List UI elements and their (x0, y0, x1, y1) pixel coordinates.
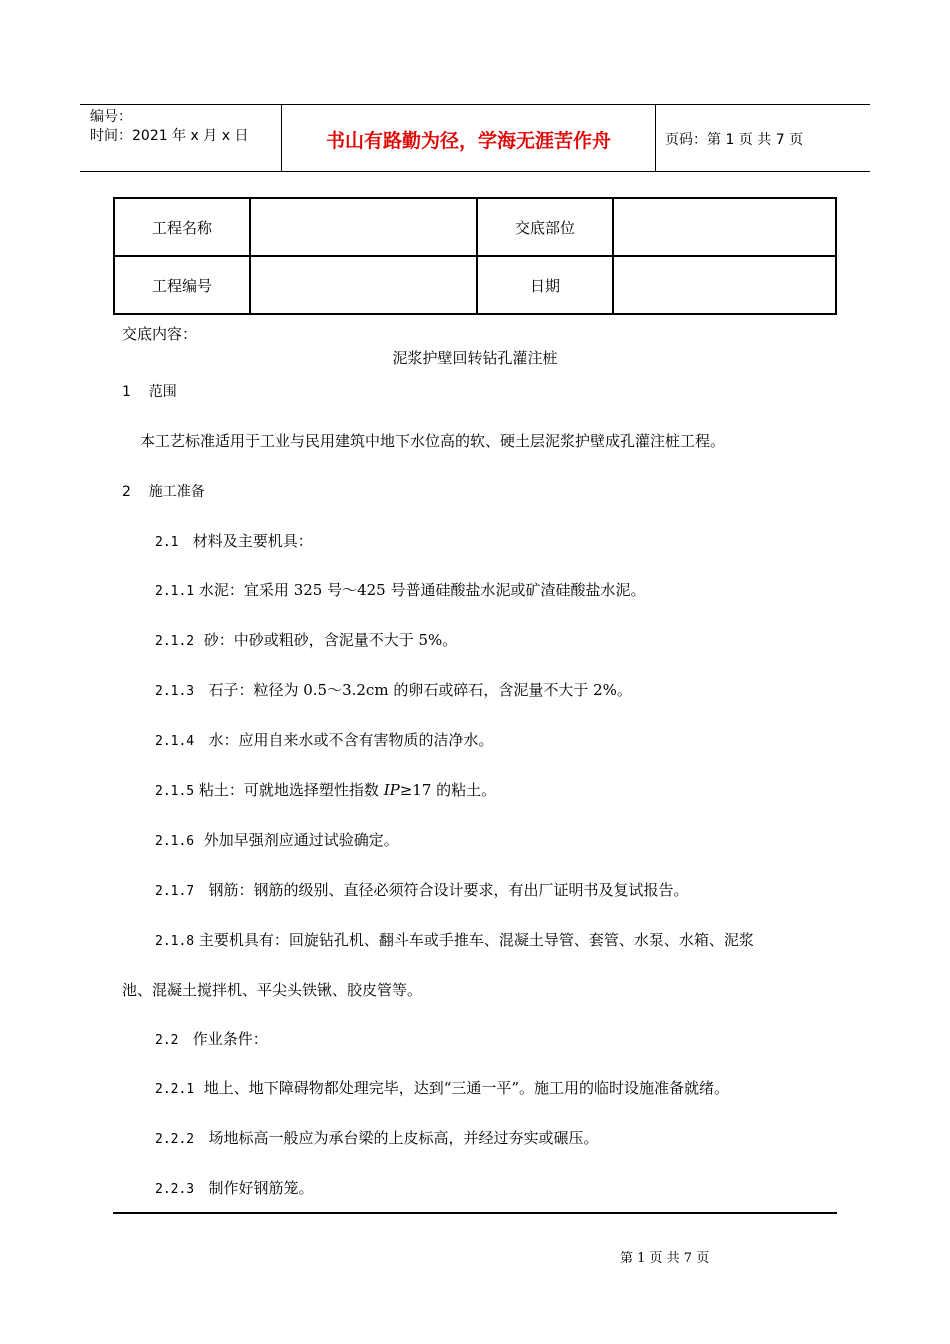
info-row-2 (114, 256, 836, 314)
header-time: 时间：2021 年 x 月 x 日 (90, 128, 249, 144)
item-text: 场地标高一般应为承台梁的上皮标高，并经过夯实或碾压。 (208, 1129, 599, 1147)
project-no-value (250, 256, 477, 314)
item-text: ≥17 的粘土。 (399, 781, 497, 799)
header-bottom-rule (80, 171, 870, 172)
header-divider-2 (655, 104, 656, 172)
item-number: 2.1 (155, 535, 179, 550)
item-text: 作业条件： (192, 1030, 268, 1048)
date-label: 日期 (477, 256, 613, 314)
item-text: 外加早强剂应通过试验确定。 (203, 831, 399, 849)
item-number: 2.1.7 (155, 884, 195, 899)
item-2-2 (155, 1028, 268, 1049)
item-number: 2.2.1 (155, 1082, 195, 1097)
item-text-italic: IP (383, 781, 400, 799)
item-2-2-1 (155, 1077, 729, 1098)
project-no-label: 工程编号 (114, 256, 250, 314)
item-number: 2.1.6 (155, 834, 195, 849)
item-number: 2.2.2 (155, 1132, 195, 1147)
item-2-1-8-continued: 池、混凝土搅拌机、平尖头铁锹、胶皮管等。 (122, 981, 423, 999)
item-text: 地上、地下障碍物都处理完毕，达到“三通一平”。施工用的临时设施准备就绪。 (203, 1079, 730, 1097)
footer-page-number: 第 1 页 共 7 页 (620, 1251, 710, 1266)
item-2-1-7 (155, 879, 688, 900)
location-label: 交底部位 (477, 198, 613, 256)
header-page-number: 页码：第 1 页 共 7 页 (665, 132, 804, 148)
content-label: 交底内容： (122, 325, 198, 343)
info-table (113, 197, 837, 315)
item-2-1-5 (155, 779, 496, 800)
item-2-2-3 (155, 1177, 313, 1198)
item-number: 2.1.1 (155, 584, 195, 599)
item-2-1 (155, 530, 313, 551)
header-motto: 书山有路勤为径，学海无涯苦作舟 (325, 130, 611, 152)
item-text: 石子：粒径为 0.5～3.2cm 的卵石或碎石，含泥量不大于 2%。 (208, 681, 632, 699)
item-number: 2.2 (155, 1033, 179, 1048)
item-number: 2.1.5 (155, 784, 195, 799)
item-2-1-4 (155, 729, 493, 750)
paragraph: 本工艺标准适用于工业与民用建筑中地下水位高的软、硬土层泥浆护壁成孔灌注桩工程。 (140, 432, 726, 450)
item-text: 制作好钢筋笼。 (208, 1179, 314, 1197)
item-2-2-2 (155, 1127, 598, 1148)
item-number: 2.1.4 (155, 734, 195, 749)
item-text: 钢筋：钢筋的级别、直径必须符合设计要求，有出厂证明书及复试报告。 (208, 881, 689, 899)
header-top-rule (80, 104, 870, 105)
doc-title: 泥浆护壁回转钻孔灌注桩 (392, 349, 558, 367)
date-value (613, 256, 836, 314)
section-title: 范围 (148, 384, 177, 400)
item-text: 粘土：可就地选择塑性指数 (198, 781, 384, 799)
project-name-label: 工程名称 (114, 198, 250, 256)
location-value (613, 198, 836, 256)
item-2-1-8 (155, 929, 754, 950)
item-text: 水泥：宜采用 325 号～425 号普通硅酸盐水泥或矿渣硅酸盐水泥。 (198, 581, 646, 599)
item-number: 2.1.3 (155, 684, 195, 699)
item-2-1-2 (155, 629, 457, 650)
footer-rule (113, 1212, 837, 1214)
section-number: 2 (122, 484, 131, 500)
item-text: 水：应用自来水或不含有害物质的洁净水。 (208, 731, 494, 749)
header-meta (90, 108, 248, 146)
header-number: 编号： (90, 109, 132, 125)
project-name-value (250, 198, 477, 256)
item-2-1-6 (155, 829, 399, 850)
item-number: 2.1.8 (155, 934, 195, 949)
section-1-heading (122, 381, 177, 401)
item-number: 2.2.3 (155, 1182, 195, 1197)
item-2-1-1 (155, 579, 646, 600)
item-2-1-3 (155, 679, 632, 700)
item-number: 2.1.2 (155, 634, 195, 649)
section-title: 施工准备 (148, 484, 205, 500)
section-number: 1 (122, 384, 131, 400)
section-2-heading (122, 481, 205, 501)
item-text: 砂：中砂或粗砂，含泥量不大于 5%。 (203, 631, 458, 649)
item-text: 主要机具有：回旋钻孔机、翻斗车或手推车、混凝土导管、套管、水泵、水箱、泥浆 (198, 931, 754, 949)
item-text: 材料及主要机具： (192, 532, 313, 550)
info-row-1 (114, 198, 836, 256)
